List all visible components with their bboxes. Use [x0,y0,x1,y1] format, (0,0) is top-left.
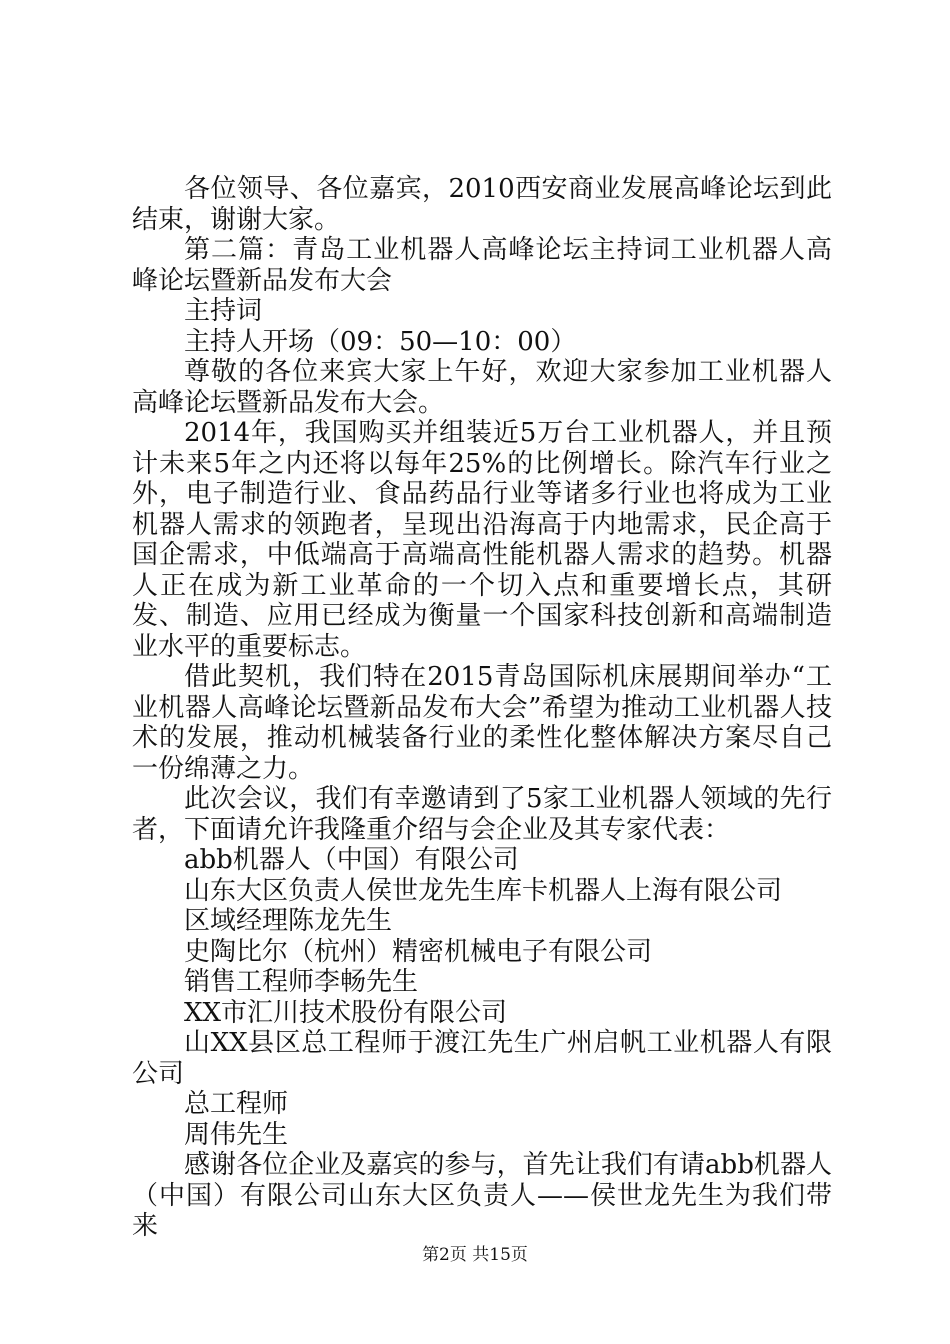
paragraph: 第二篇：青岛工业机器人高峰论坛主持词工业机器人高峰论坛暨新品发布大会 [132,235,832,296]
paragraph: 尊敬的各位来宾大家上午好，欢迎大家参加工业机器人高峰论坛暨新品发布大会。 [132,357,832,418]
paragraph: XX市汇川技术股份有限公司 [184,997,508,1028]
paragraph: 此次会议，我们有幸邀请到了5家工业机器人领域的先行者，下面请允许我隆重介绍与会企业及其专家代表： [132,784,832,845]
paragraph: 总工程师 [184,1089,289,1119]
paragraph: 史陶比尔（杭州）精密机械电子有限公司 [184,936,653,967]
page-number-label: 第2页 共15页 [422,1245,528,1265]
document-body [132,174,832,1242]
paragraph: 周伟先生 [184,1119,289,1150]
paragraph: 感谢各位企业及嘉宾的参与，首先让我们有请abb机器人（中国）有限公司山东大区负责人——侯世龙先生为我们带来 [132,1150,832,1241]
paragraph: 主持词 [184,296,263,326]
paragraph: 主持人开场（09：50—10：00） [184,326,577,357]
paragraph: 区域经理陈龙先生 [184,906,393,936]
paragraph: 山东大区负责人侯世龙先生库卡机器人上海有限公司 [184,875,783,906]
page-footer [0,1244,950,1266]
paragraph: abb机器人（中国）有限公司 [184,845,519,875]
paragraph: 销售工程师李畅先生 [184,967,419,997]
paragraph: 2014年，我国购买并组装近5万台工业机器人，并且预计未来5年之内还将以每年25%的比例增长。除汽车行业之外，电子制造行业、食品药品行业等诸多行业也将成为工业机器人需求的领跑者，呈现出沿海高于内地需求，民企高于国企需求，中低端高于高端高性能机器人需求的趋势。机器人正在成为新工业革命的一个切入点和重要增长点，其研发、制造、应用已经成为衡量一个国家科技创新和高端制造业水平的重要标志。 [132,418,832,662]
paragraph: 山XX县区总工程师于渡江先生广州启帆工业机器人有限公司 [132,1028,832,1089]
paragraph: 各位领导、各位嘉宾，2010西安商业发展高峰论坛到此结束，谢谢大家。 [132,174,832,235]
paragraph: 借此契机，我们特在2015青岛国际机床展期间举办“工业机器人高峰论坛暨新品发布大会”希望为推动工业机器人技术的发展，推动机械装备行业的柔性化整体解决方案尽自己一份绵薄之力。 [132,662,832,784]
